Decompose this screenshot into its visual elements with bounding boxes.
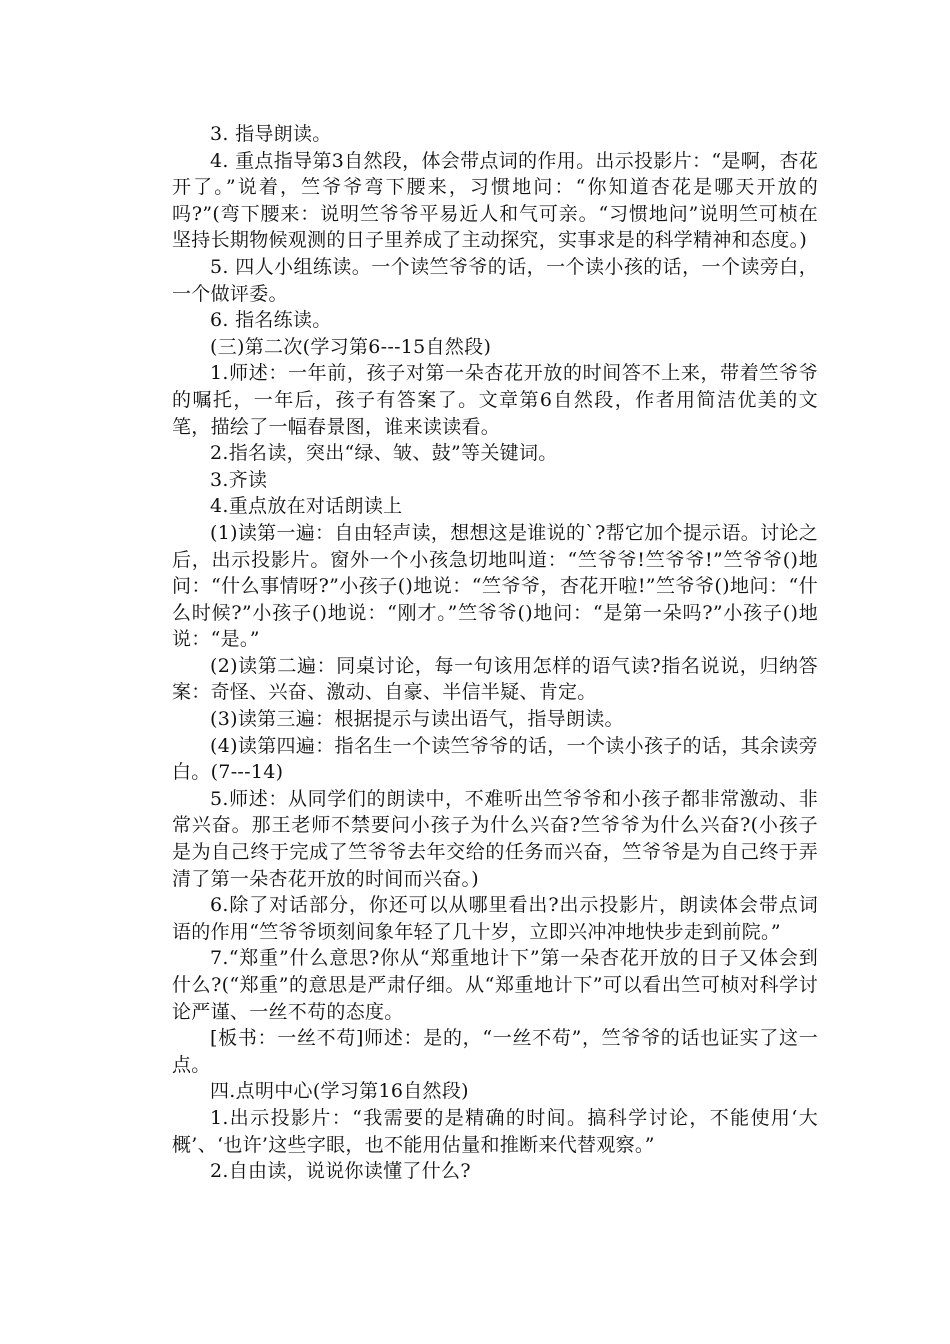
paragraph-14: 5.师述：从同学们的朗读中，不难听出竺爷爷和小孩子都非常激动、非常兴奋。那王老师不禁要问小孩子为什么兴奋?竺爷爷为什么兴奋?(小孩子是为自己终于完成了竺爷爷去年交给的任务而兴奋，竺爷爷是为自己终于弄清了第一朵杏花开放的时间而兴奋。) [172,787,818,890]
paragraph-6: 1.师述：一年前，孩子对第一朵杏花开放的时间答不上来，带着竺爷爷的嘱托，一年后，孩子有答案了。文章第6自然段，作者用简洁优美的文笔，描绘了一幅春景图，谁来读读看。 [172,362,818,438]
paragraph-15: 6.除了对话部分，你还可以从哪里看出?出示投影片，朗读体会带点词语的作用“竺爷爷顷刻间象年轻了几十岁，立即兴冲冲地快步走到前院。” [172,894,818,943]
document-body [172,121,818,1185]
paragraph-16: 7.“郑重”什么意思?你从“郑重地计下”第一朵杏花开放的日子又体会到什么?(“郑重”的意思是严肃仔细。从“郑重地计下”可以看出竺可桢对科学讨论严谨、一丝不苟的态度。 [172,947,818,1023]
paragraph-2: 4. 重点指导第3自然段，体会带点词的作用。出示投影片：“是啊，杏花开了。”说着，竺爷爷弯下腰来，习惯地问：“你知道杏花是哪天开放的吗?”(弯下腰来：说明竺爷爷平易近人和气可亲。“习惯地问”说明竺可桢在坚持长期物候观测的日子里养成了主动探究，实事求是的科学精神和态度。) [172,149,818,252]
paragraph-12: (3)读第三遍：根据提示与读出语气，指导朗读。 [210,708,624,731]
paragraph-8: 3.齐读 [210,468,268,491]
paragraph-10: (1)读第一遍：自由轻声读，想想这是谁说的`?帮它加个提示语。讨论之后，出示投影片。窗外一个小孩急切地叫道：“竺爷爷!竺爷爷!”竺爷爷()地问：“什么事情呀?”小孩子()地说：“竺爷爷，杏花开啦!”竺爷爷()地问：“什么时候?”小孩子()地说：“刚才。”竺爷爷()地问：“是第一朵吗?”小孩子()地说：“是。” [172,521,818,651]
paragraph-7: 2.指名读，突出“绿、皱、鼓”等关键词。 [210,442,558,465]
section-heading-4: 四.点明中心(学习第16自然段) [210,1080,469,1103]
paragraph-3: 5. 四人小组练读。一个读竺爷爷的话，一个读小孩的话，一个读旁白，一个做评委。 [172,255,818,305]
paragraph-9: 4.重点放在对话朗读上 [210,495,403,518]
paragraph-1: 3. 指导朗读。 [210,123,332,145]
paragraph-19: 1.出示投影片：“我需要的是精确的时间。搞科学讨论，不能使用‘大概’、‘也许’这些字眼，也不能用估量和推断来代替观察。” [172,1106,818,1156]
section-heading-3: (三)第二次(学习第6---15自然段) [210,335,492,358]
paragraph-20: 2.自由读，说说你读懂了什么? [210,1160,471,1183]
paragraph-13: (4)读第四遍：指名生一个读竺爷爷的话，一个读小孩子的话，其余读旁白。(7---14) [172,734,818,784]
paragraph-17: [板书：一丝不苟]师述：是的，“一丝不苟”，竺爷爷的话也证实了这一点。 [172,1027,818,1076]
paragraph-11: (2)读第二遍：同桌讨论，每一句该用怎样的语气读?指名说说，归纳答案：奇怪、兴奋、激动、自豪、半信半疑、肯定。 [172,654,818,704]
paragraph-4: 6. 指名练读。 [210,309,332,332]
